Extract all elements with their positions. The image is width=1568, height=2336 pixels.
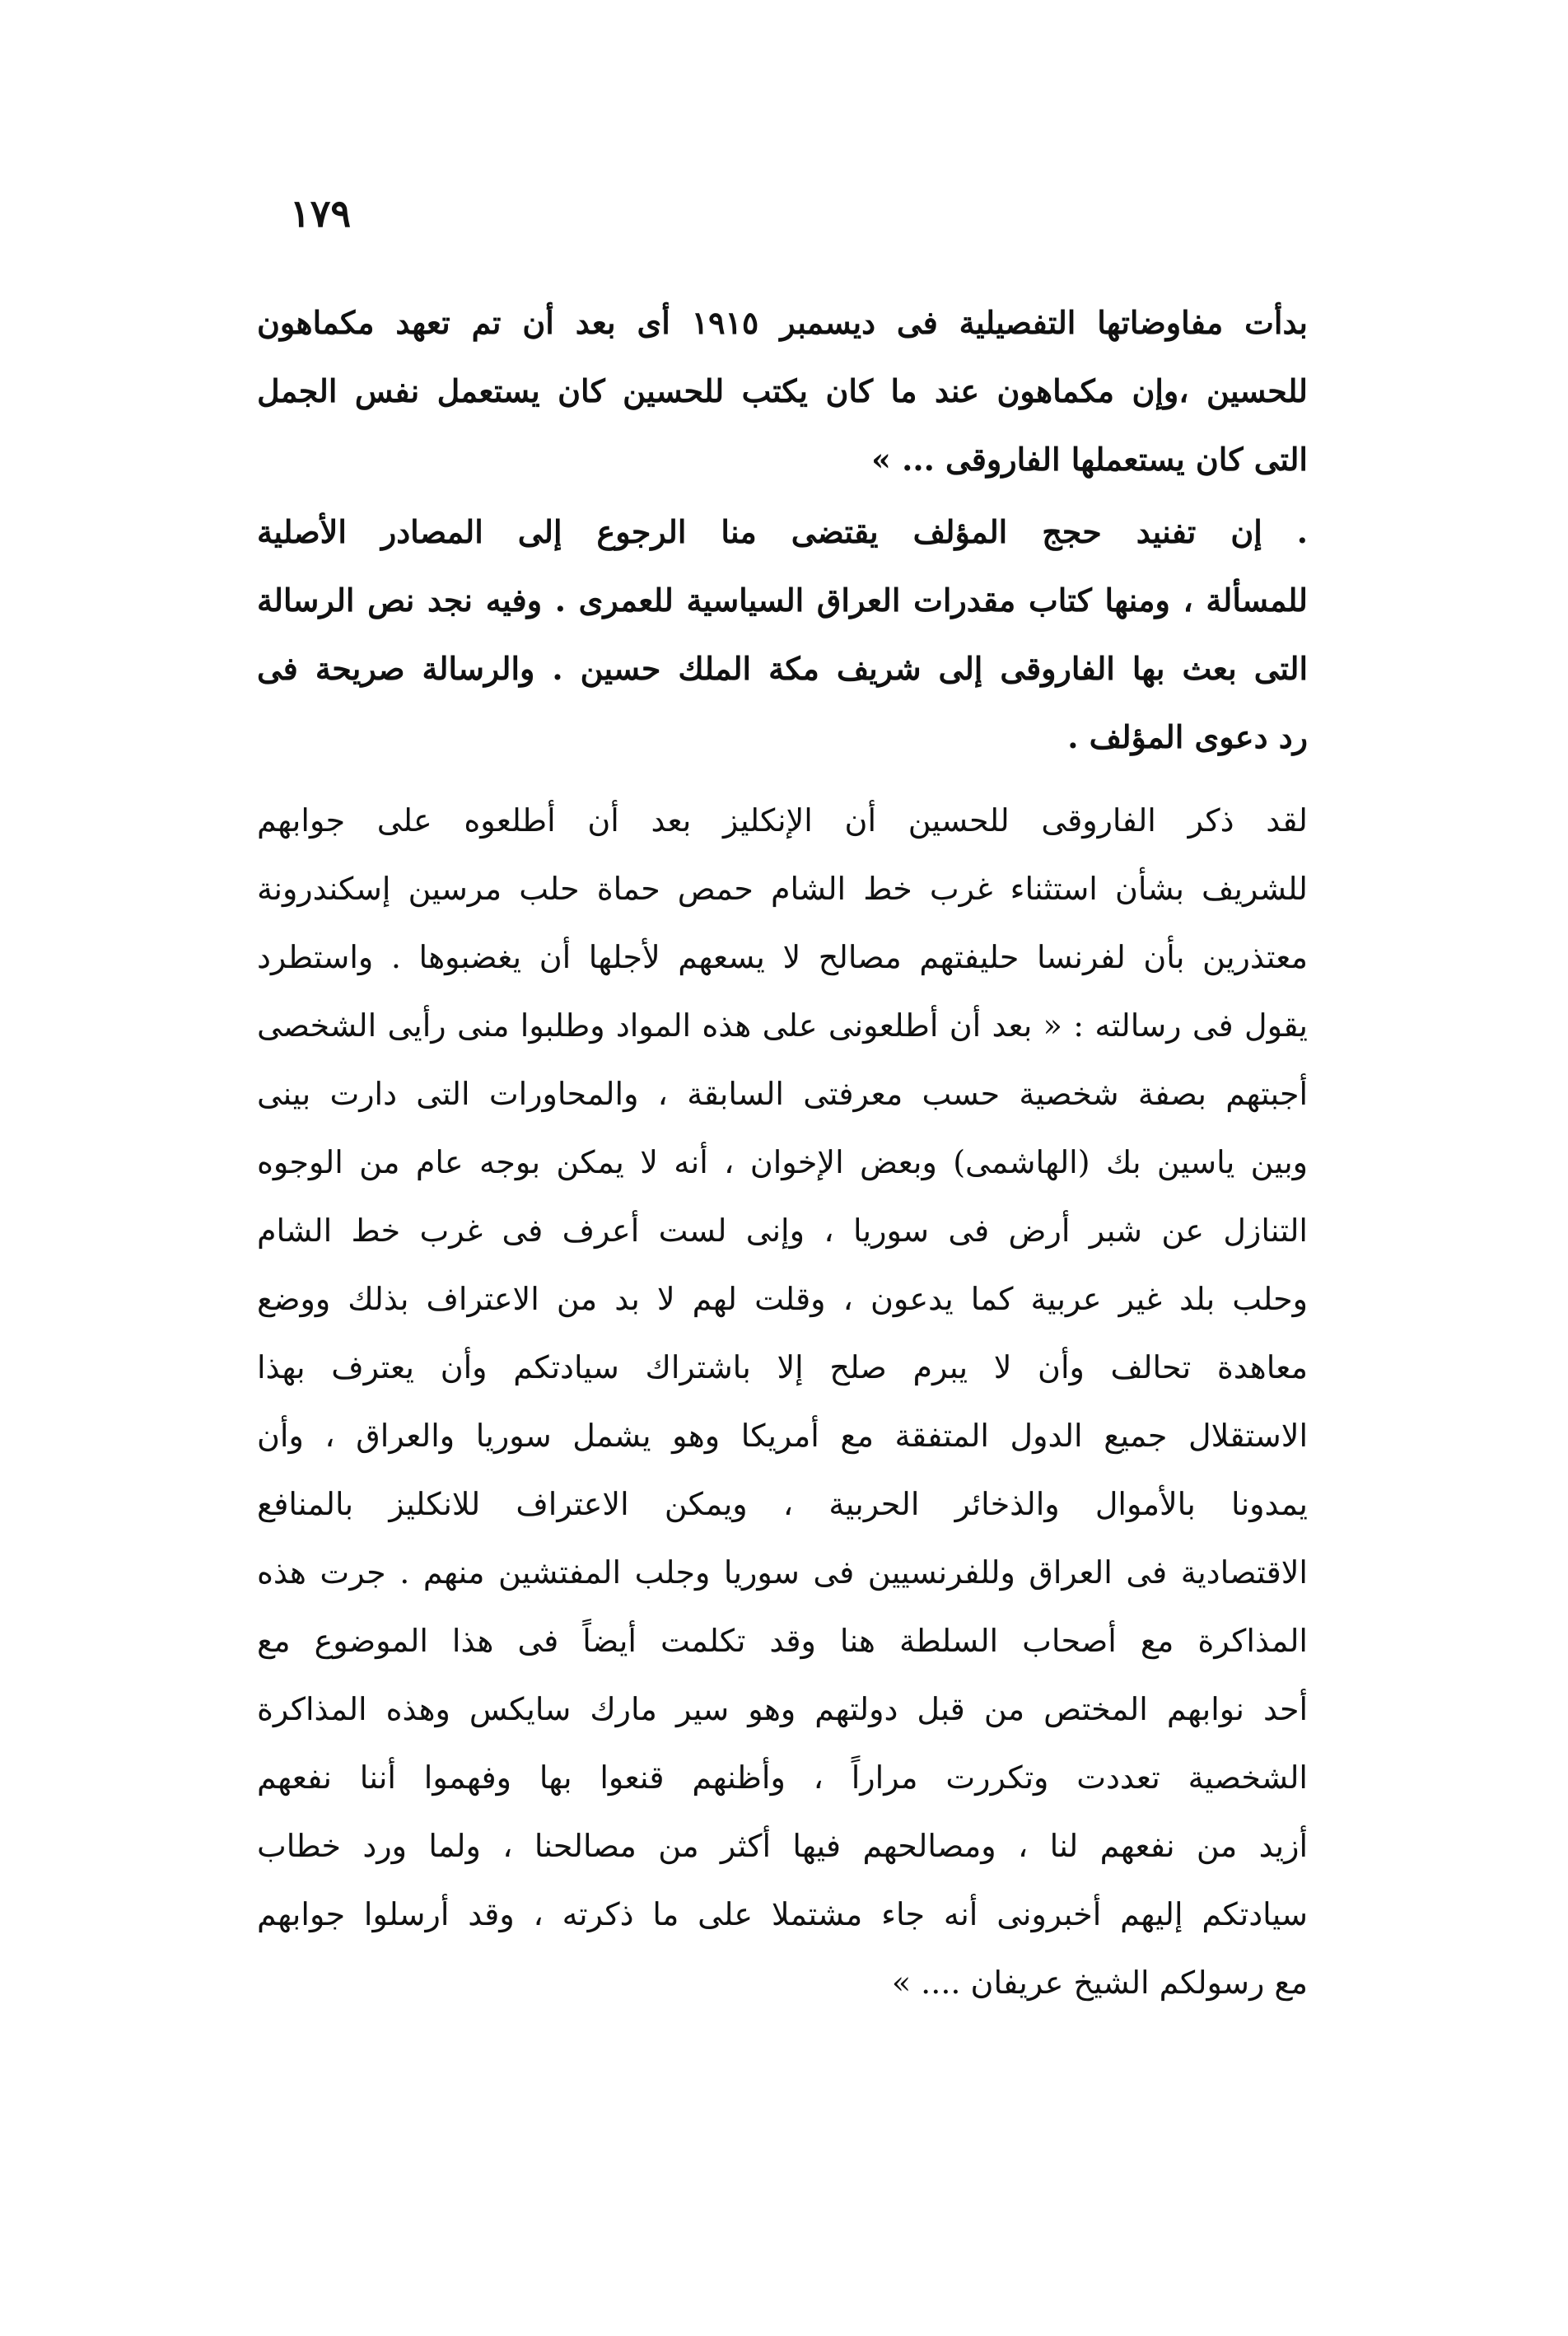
text-line: للشريف بشأن استثناء غرب خط الشام حمص حماة حلب مرسين إسكندرونة bbox=[257, 871, 1308, 907]
paragraph-3 bbox=[257, 787, 1308, 2017]
text-line: رد دعوى المؤلف . bbox=[1067, 718, 1308, 755]
text-line: معاهدة تحالف وأن لا يبرم صلح إلا باشتراك سيادتكم وأن يعترف بهذا bbox=[257, 1349, 1308, 1385]
text-line: بدأت مفاوضاتها التفصيلية فى ديسمبر ١٩١٥ أى بعد أن تم تعهد مكماهون bbox=[257, 304, 1308, 341]
text-line: لقد ذكر الفاروقى للحسين أن الإنكليز بعد أن أطلعوه على جوابهم bbox=[257, 802, 1308, 839]
text-line: مع رسولكم الشيخ عريفان .... » bbox=[891, 1965, 1308, 2001]
text-line: التنازل عن شبر أرض فى سوريا ، وإنى لست أعرف فى غرب خط الشام bbox=[257, 1212, 1308, 1249]
text-line: أجبتهم بصفة شخصية حسب معرفتى السابقة ، والمحاورات التى دارت بينى bbox=[257, 1076, 1308, 1112]
paragraph-2 bbox=[257, 498, 1308, 771]
text-line: معتذرين بأن لفرنسا حليفتهم مصالح لا يسعهم لأجلها أن يغضبوها . واستطرد bbox=[257, 939, 1308, 975]
text-line: يمدونا بالأموال والذخائر الحربية ، ويمكن الاعتراف للانكليز بالمنافع bbox=[257, 1486, 1308, 1522]
text-line: الاقتصادية فى العراق وللفرنسيين فى سوريا وجلب المفتشين منهم . جرت هذه bbox=[257, 1554, 1308, 1591]
text-line: للحسين ،وإن مكماهون عند ما كان يكتب للحسين كان يستعمل نفس الجمل bbox=[257, 372, 1308, 409]
text-line: سيادتكم إليهم أخبرونى أنه جاء مشتملا على ما ذكرته ، وقد أرسلوا جوابهم bbox=[257, 1896, 1308, 1932]
paragraph-1 bbox=[257, 288, 1308, 493]
text-line: الشخصية تعددت وتكررت مراراً ، وأظنهم قنعوا بها وفهموا أننا نفعهم bbox=[257, 1759, 1308, 1796]
text-line: التى بعث بها الفاروقى إلى شريف مكة الملك حسين . والرسالة صريحة فى bbox=[257, 650, 1308, 687]
text-line: للمسألة ، ومنها كتاب مقدرات العراق السياسية للعمرى . وفيه نجد نص الرسالة bbox=[257, 582, 1308, 619]
text-line: وحلب بلد غير عربية كما يدعون ، وقلت لهم لا بد من الاعتراف بذلك ووضع bbox=[257, 1281, 1308, 1317]
text-line: أحد نوابهم المختص من قبل دولتهم وهو سير مارك سايكس وهذه المذاكرة bbox=[257, 1691, 1308, 1727]
text-line: التى كان يستعملها الفاروقى ... » bbox=[871, 441, 1308, 478]
text-line: . إن تفنيد حجج المؤلف يقتضى منا الرجوع إلى المصادر الأصلية bbox=[257, 513, 1308, 550]
text-line: يقول فى رسالته : « بعد أن أطلعونى على هذه المواد وطلبوا منى رأيى الشخصى bbox=[257, 1007, 1308, 1044]
text-line: الاستقلال جميع الدول المتفقة مع أمريكا وهو يشمل سوريا والعراق ، وأن bbox=[257, 1418, 1308, 1454]
page-number: ١٧٩ bbox=[290, 191, 352, 236]
text-line: المذاكرة مع أصحاب السلطة هنا وقد تكلمت أيضاً فى هذا الموضوع مع bbox=[257, 1623, 1308, 1659]
text-line: أزيد من نفعهم لنا ، ومصالحهم فيها أكثر من مصالحنا ، ولما ورد خطاب bbox=[257, 1828, 1308, 1864]
text-line: وبين ياسين بك (الهاشمى) وبعض الإخوان ، أنه لا يمكن بوجه عام من الوجوه bbox=[257, 1144, 1308, 1180]
